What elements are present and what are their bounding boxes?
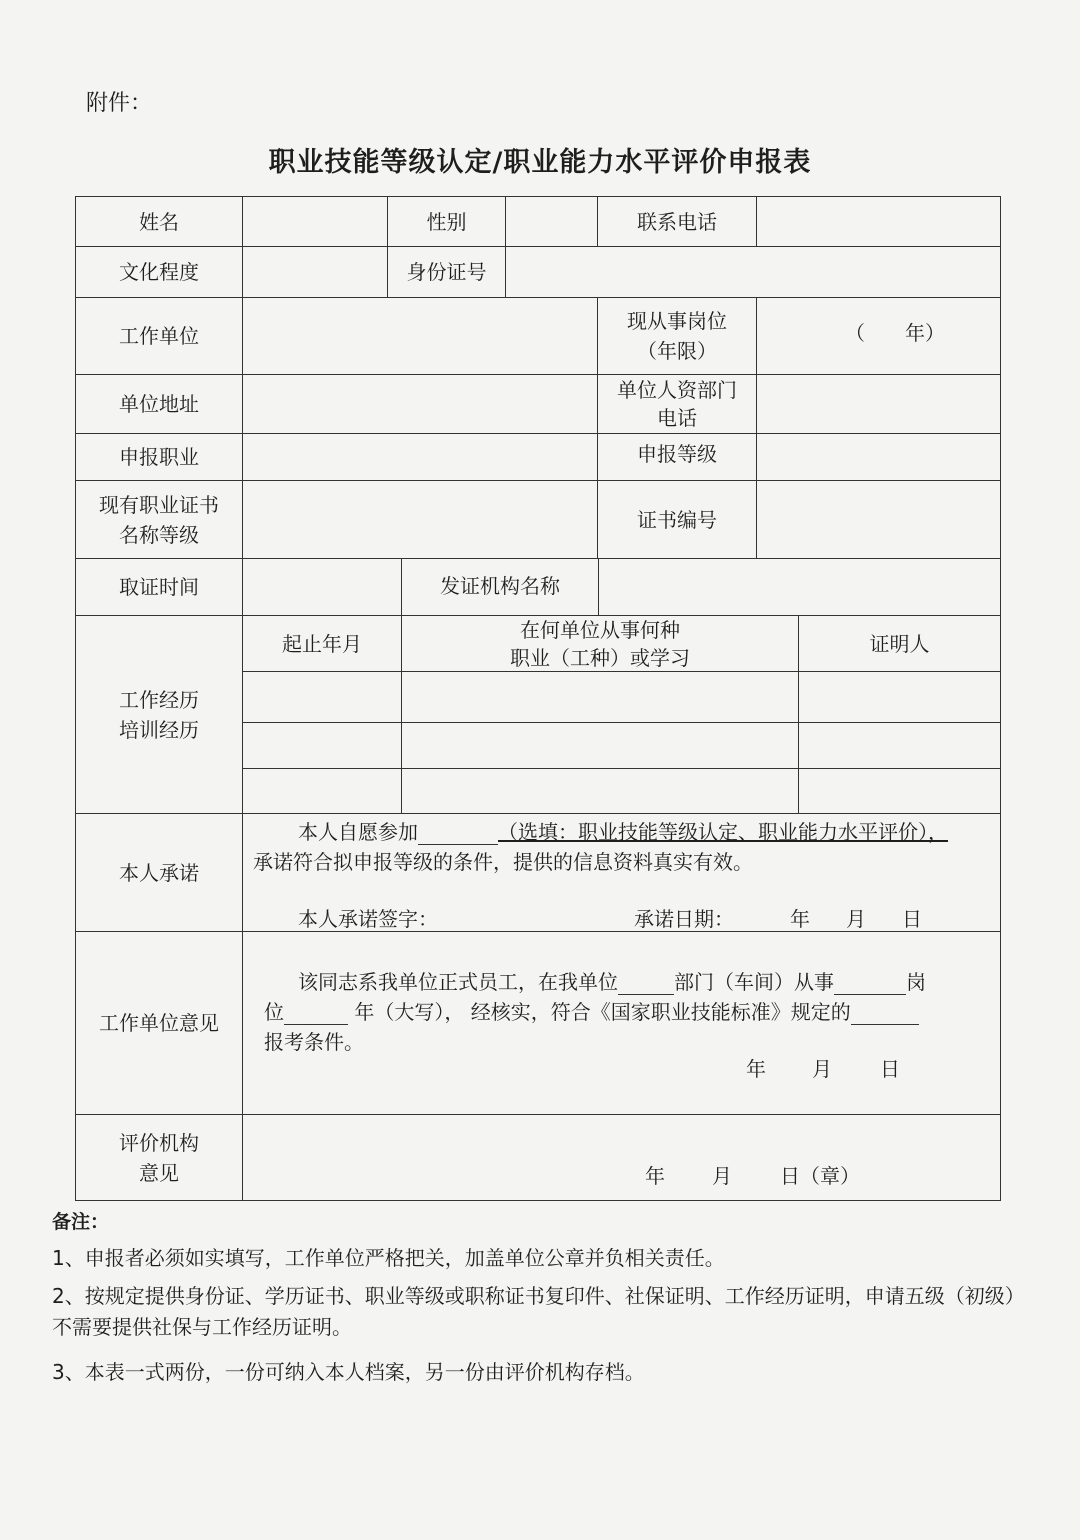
pledge-year: 年 xyxy=(790,907,810,931)
eval-opinion-day-seal: 日（章） xyxy=(780,1164,860,1188)
table-border-bottom xyxy=(75,1200,1001,1201)
employer-opinion-year: 年 xyxy=(746,1057,766,1081)
cert-name-label xyxy=(76,481,242,558)
id-number-label: 身份证号 xyxy=(406,260,487,284)
applied-occupation-field[interactable] xyxy=(243,434,597,480)
eval-opinion-label-line2: 意见 xyxy=(139,1160,179,1185)
exp-where-header-line1: 在何单位从事何种 xyxy=(520,617,680,642)
name-field[interactable] xyxy=(243,197,387,246)
cert-date-field[interactable] xyxy=(243,559,401,615)
experience-label-line1: 工作经历 xyxy=(119,687,199,712)
employer-opinion-day: 日 xyxy=(880,1057,900,1081)
exp-where-header-line2: 职业（工种）或学习 xyxy=(510,645,690,670)
pledge-options: （选填：职业技能等级认定、职业能力水平评价）， xyxy=(498,820,948,844)
table-border-right xyxy=(1000,196,1001,1200)
phone-field[interactable] xyxy=(757,197,1000,246)
experience-row-3[interactable] xyxy=(243,769,1000,813)
years-blank[interactable] xyxy=(284,1002,348,1025)
note-1: 1、申报者必须如实填写，工作单位严格把关，加盖单位公章并负相关责任。 xyxy=(52,1246,725,1270)
employer-opinion-label: 工作单位意见 xyxy=(99,1011,219,1035)
pledge-day: 日 xyxy=(902,907,922,931)
opinion-text-e: 年（大写）， xyxy=(354,1000,465,1024)
phone-label: 联系电话 xyxy=(637,209,717,234)
employer-opinion-line-3: 报考条件。 xyxy=(264,1030,364,1054)
opinion-text-c: 岗 xyxy=(906,970,926,994)
form-title: 职业技能等级认定/职业能力水平评价申报表 xyxy=(268,147,812,178)
hr-phone-label-line1: 单位人资部门 xyxy=(617,378,737,402)
employer-field[interactable] xyxy=(243,298,597,374)
issuing-org-field[interactable] xyxy=(599,559,1000,615)
pledge-line-2: 承诺符合拟申报等级的条件，提供的信息资料真实有效。 xyxy=(253,850,753,874)
education-label: 文化程度 xyxy=(119,260,199,284)
current-post-label xyxy=(598,298,756,374)
education-field[interactable] xyxy=(243,247,387,297)
note-2: 2、按规定提供身份证、学历证书、职业等级或职称证书复印件、社保证明、工作经历证明，申请五级（初级）不需要提供社保与工作经历证明。 xyxy=(52,1284,1025,1339)
cert-number-label: 证书编号 xyxy=(637,507,717,532)
cert-number-field[interactable] xyxy=(757,481,1000,558)
cert-name-field[interactable] xyxy=(243,481,597,558)
applied-level-field[interactable] xyxy=(757,434,1000,480)
pledge-intro: 本人自愿参加 xyxy=(298,820,418,844)
pledge-choice-blank[interactable] xyxy=(418,822,498,845)
issuing-org-label: 发证机构名称 xyxy=(440,574,560,598)
current-post-label-line1: 现从事岗位 xyxy=(627,309,727,333)
employer-opinion-line-2 xyxy=(264,996,919,1025)
exp-period-header: 起止年月 xyxy=(282,631,362,656)
experience-label-line2: 培训经历 xyxy=(119,717,199,742)
id-number-field[interactable] xyxy=(506,247,1000,297)
department-blank[interactable] xyxy=(618,972,674,995)
pledge-line-1 xyxy=(298,816,948,845)
cert-date-label: 取证时间 xyxy=(119,575,199,599)
opinion-text-f: 经核实，符合《国家职业技能标准》规定的 xyxy=(470,1000,851,1024)
pledge-date-label: 承诺日期： xyxy=(634,907,734,931)
current-post-label-line2: （年限） xyxy=(637,339,717,363)
opinion-text-a: 该同志系我单位正式员工，在我单位 xyxy=(298,970,618,994)
pledge-sign-label: 本人承诺签字： xyxy=(298,907,438,931)
eval-opinion-label xyxy=(76,1115,242,1200)
gender-field[interactable] xyxy=(506,197,597,246)
post-blank[interactable] xyxy=(834,972,906,995)
hr-phone-label-line2: 电话 xyxy=(657,406,697,430)
pledge-month: 月 xyxy=(846,907,866,931)
experience-row-1[interactable] xyxy=(243,672,1000,722)
eval-opinion-label-line1: 评价机构 xyxy=(119,1130,199,1155)
employer-address-field[interactable] xyxy=(243,375,597,433)
notes-heading: 备注： xyxy=(52,1211,110,1233)
employer-label: 工作单位 xyxy=(119,324,199,348)
exp-witness-header: 证明人 xyxy=(869,631,930,656)
employer-address-label: 单位地址 xyxy=(119,392,199,416)
pledge-label: 本人承诺 xyxy=(119,860,199,885)
hr-phone-field[interactable] xyxy=(757,375,1000,433)
eval-opinion-year: 年 xyxy=(645,1164,665,1188)
name-label: 姓名 xyxy=(139,209,179,234)
attachment-label: 附件： xyxy=(86,91,153,116)
employer-opinion-month: 月 xyxy=(812,1057,832,1081)
hr-phone-label xyxy=(598,375,756,433)
employer-opinion-line-1 xyxy=(298,966,926,995)
opinion-text-b: 部门（车间）从事 xyxy=(674,970,834,994)
conditions-blank[interactable] xyxy=(851,1002,919,1025)
experience-row-2[interactable] xyxy=(243,723,1000,768)
current-post-years-field[interactable]: （ 年） xyxy=(845,321,945,345)
applied-occupation-label: 申报职业 xyxy=(119,445,199,469)
opinion-text-d: 位 xyxy=(264,1000,284,1024)
cert-name-label-line2: 名称等级 xyxy=(119,522,199,547)
note-3: 3、本表一式两份，一份可纳入本人档案，另一份由评价机构存档。 xyxy=(52,1360,645,1384)
exp-where-header xyxy=(402,616,798,671)
cert-name-label-line1: 现有职业证书 xyxy=(99,492,219,517)
eval-opinion-month: 月 xyxy=(712,1164,732,1188)
applied-level-label: 申报等级 xyxy=(637,442,717,466)
gender-label: 性别 xyxy=(426,209,467,234)
experience-label xyxy=(76,616,242,813)
